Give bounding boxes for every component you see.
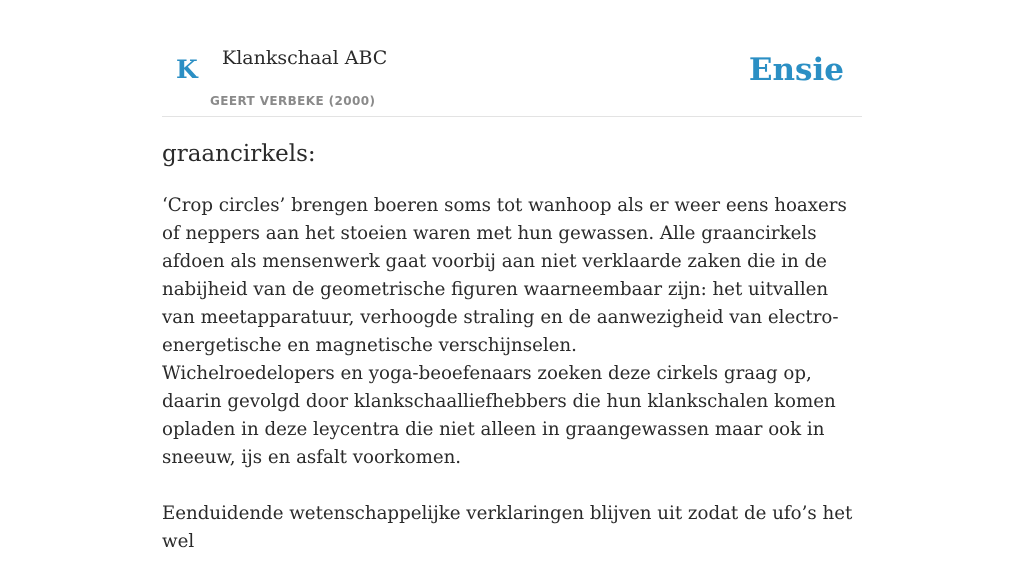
entry-paragraph: ‘Crop circles’ brengen boeren soms tot wanhoop als er weer eens hoaxers of neppers aan het stoeien waren met hun gewassen. Alle graancirkels afdoen als mensenwerk gaat voorbij aan niet verklaarde zaken die in de nabijheid van de geometrische figuren waarneembaar zijn: het uitvallen van meetapparatuur, verhoogde straling en de aanwezigheid van electro-energetische en magnetische verschijnselen. Wichelroedelopers en yoga-beoefenaars zoeken deze cirkels graag op, daarin gevolgd door klankschaalliefhebbers die hun klankschalen komen opladen in deze leycentra die niet alleen in graangewassen maar ook in sneeuw, ijs en asfalt voorkomen. xyxy=(162,195,847,468)
entry-paragraph: Eenduidende wetenschappelijke verklaringen blijven uit zodat de ufo’s het wel xyxy=(162,503,853,552)
ensie-brand-logo[interactable]: Ensie xyxy=(748,52,844,88)
book-header xyxy=(162,0,862,117)
entry-body xyxy=(162,192,862,584)
book-logo[interactable]: K xyxy=(176,55,198,84)
entry-title: graancirkels: xyxy=(162,141,316,167)
book-title-link[interactable]: Klankschaal ABC xyxy=(222,47,388,69)
book-author: GEERT VERBEKE (2000) xyxy=(210,94,376,108)
